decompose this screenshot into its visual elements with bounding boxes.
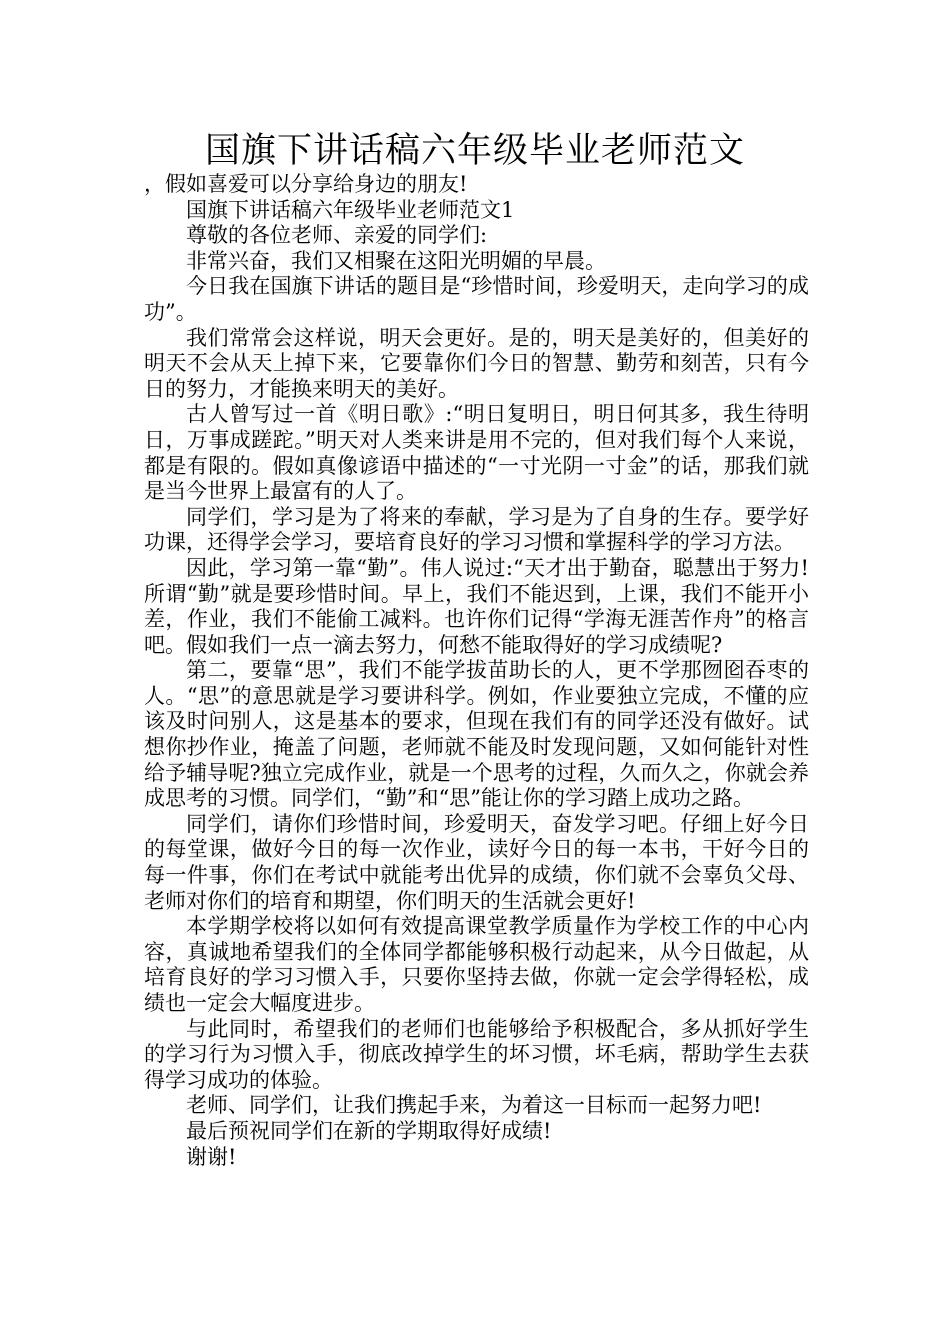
paragraph: 本学期学校将以如何有效提高课堂教学质量作为学校工作的中心内容，真诚地希望我们的全体同学都能够积极行动起来，从今日做起，从培育良好的学习习惯入手，只要你坚持去做，你就一定会学得轻松，成绩也一定会大幅度进步。 <box>144 914 809 1015</box>
paragraph: 今日我在国旗下讲话的题目是“珍惜时间，珍爱明天，走向学习的成功”。 <box>144 274 809 324</box>
paragraph: 同学们，学习是为了将来的奉献，学习是为了自身的生存。要学好功课，还得学会学习，要培育良好的学习习惯和掌握科学的学习方法。 <box>144 504 809 555</box>
salutation: 尊敬的各位老师、亲爱的同学们: <box>186 223 488 248</box>
paragraph: 古人曾写过一首《明日歌》:“明日复明日，明日何其多，我生待明日，万事成蹉跎。”明天对人类来讲是用不完的，但对我们每个人来说，都是有限的。假如真像谚语中描述的“一寸光阴一寸金”的话，那我们就是当今世界上最富有的人了。 <box>144 402 809 504</box>
intro-line: ，假如喜爱可以分享给身边的朋友! <box>144 172 468 196</box>
paragraph: 第二，要靠“思”，我们不能学拔苗助长的人，更不学那囫囵吞枣的人。“思”的意思就是学习要讲科学。例如，作业要独立完成，不懂的应该及时问别人，这是基本的要求，但现在我们有的同学还没有做好。试想你抄作业，掩盖了问题，老师就不能及时发现问题，又如何能针对性给予辅导呢?独立完成作业，就是一个思考的过程，久而久之，你就会养成思考的习惯。同学们，“勤”和“思”能让你的学习踏上成功之路。 <box>144 658 809 811</box>
paragraph: 最后预祝同学们在新的学期取得好成绩! <box>186 1118 552 1143</box>
section-heading: 国旗下讲话稿六年级毕业老师范文1 <box>186 197 515 222</box>
paragraph: 与此同时，希望我们的老师们也能够给予积极配合，多从抓好学生的学习行为习惯入手，彻底改掉学生的坏习惯，坏毛病，帮助学生去获得学习成功的体验。 <box>144 1016 809 1092</box>
document-body <box>144 172 809 1170</box>
paragraph: 同学们，请你们珍惜时间，珍爱明天，奋发学习吧。仔细上好今日的每堂课，做好今日的每一次作业，读好今日的每一本书，干好今日的每一件事，你们在考试中就能考出优异的成绩，你们就不会辜负父母、老师对你们的培育和期望，你们明天的生活就会更好! <box>144 811 809 913</box>
paragraph: 因此，学习第一靠“勤”。伟人说过:“天才出于勤奋，聪慧出于努力!所谓“勤”就是要珍惜时间。早上，我们不能迟到，上课，我们不能开小差，作业，我们不能偷工减料。也许你们记得“学海无涯苦作舟”的格言吧。假如我们一点一滴去努力，何愁不能取得好的学习成绩呢? <box>144 555 809 657</box>
paragraph: 老师、同学们，让我们携起手来，为着这一目标而一起努力吧! <box>186 1093 762 1118</box>
paragraph: 我们常常会这样说，明天会更好。是的，明天是美好的，但美好的明天不会从天上掉下来，它要靠你们今日的智慧、勤劳和刻苦，只有今日的努力，才能换来明天的美好。 <box>144 325 809 401</box>
paragraph: 非常兴奋，我们又相聚在这阳光明媚的早晨。 <box>186 248 606 273</box>
closing-thanks: 谢谢! <box>186 1144 237 1169</box>
document-title: 国旗下讲话稿六年级毕业老师范文 <box>204 131 745 171</box>
